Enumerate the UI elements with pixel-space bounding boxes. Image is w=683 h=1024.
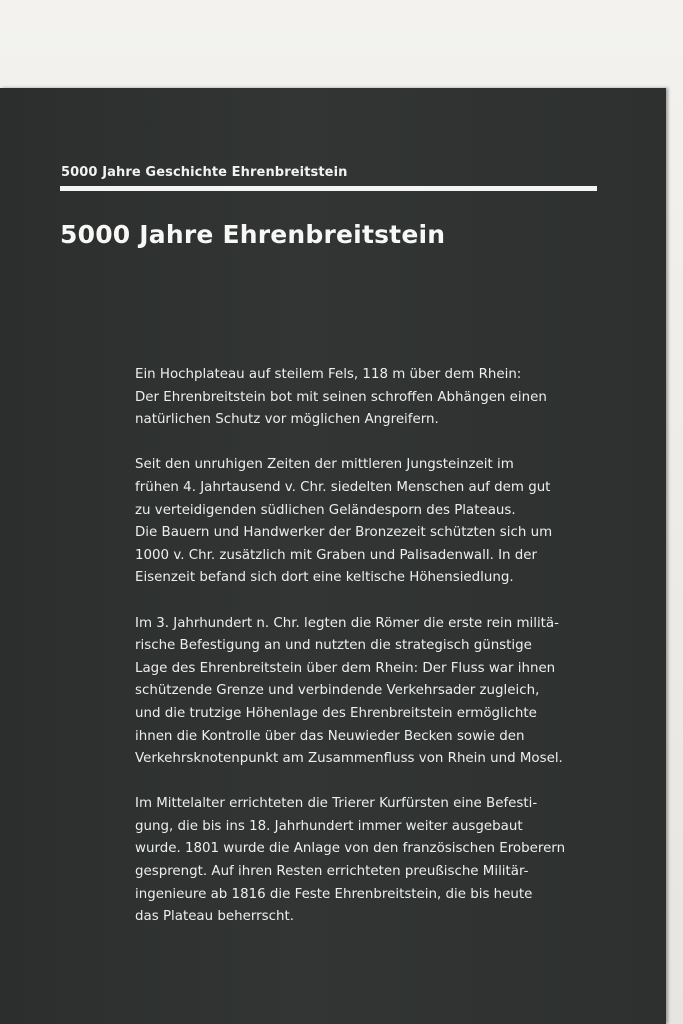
paragraph-line: Ein Hochplateau auf steilem Fels, 118 m über dem Rhein: bbox=[135, 367, 522, 382]
paragraph-line: Eisenzeit befand sich dort eine keltische Höhensiedlung. bbox=[135, 570, 514, 586]
paragraph-line: Verkehrsknotenpunkt am Zusammenfluss von Rhein und Mosel. bbox=[135, 751, 563, 767]
header-divider bbox=[60, 186, 597, 191]
paragraph-3 bbox=[135, 613, 595, 771]
paragraph-line: das Plateau beherrscht. bbox=[135, 909, 294, 925]
paragraph-line: natürlichen Schutz vor möglichen Angreifern. bbox=[135, 412, 439, 428]
paragraph-line: Die Bauern und Handwerker der Bronzezeit schützten sich um bbox=[135, 525, 553, 541]
paragraph-line: ihnen die Kontrolle über das Neuwieder Becken sowie den bbox=[135, 728, 525, 744]
paragraph-2 bbox=[135, 454, 595, 590]
paragraph-line: gung, die bis ins 18. Jahrhundert immer weiter ausgebaut bbox=[135, 818, 523, 834]
panel-body-text bbox=[135, 364, 595, 951]
paragraph-line: schützende Grenze und verbindende Verkehrsader zugleich, bbox=[135, 683, 540, 699]
paragraph-line: Im Mittelalter errichteten die Trierer Kurfürsten eine Befesti- bbox=[135, 796, 538, 812]
panel-title: 5000 Jahre Ehrenbreitstein bbox=[60, 220, 446, 249]
paragraph-line: 1000 v. Chr. zusätzlich mit Graben und Palisadenwall. In der bbox=[135, 547, 538, 563]
paragraph-line: wurde. 1801 wurde die Anlage von den französischen Eroberern bbox=[135, 841, 566, 857]
paragraph-4 bbox=[135, 793, 595, 929]
panel-header-label: 5000 Jahre Geschichte Ehrenbreitstein bbox=[61, 165, 348, 180]
paragraph-line: zu verteidigenden südlichen Geländesporn des Plateaus. bbox=[135, 502, 516, 518]
paragraph-line: Lage des Ehrenbreitstein über dem Rhein: Der Fluss war ihnen bbox=[135, 660, 556, 676]
paragraph-line: Im 3. Jahrhundert n. Chr. legten die Römer die erste rein militä- bbox=[135, 615, 559, 631]
paragraph-line: rische Befestigung an und nutzten die strategisch günstige bbox=[135, 638, 532, 654]
paragraph-line: Seit den unruhigen Zeiten der mittleren Jungsteinzeit im bbox=[135, 457, 514, 473]
paragraph-line: Der Ehrenbreitstein bot mit seinen schroffen Abhängen einen bbox=[135, 389, 547, 405]
paragraph-1 bbox=[135, 364, 595, 432]
paragraph-line: frühen 4. Jahrtausend v. Chr. siedelten Menschen auf dem gut bbox=[135, 479, 551, 495]
paragraph-line: gesprengt. Auf ihren Resten errichteten preußische Militär- bbox=[135, 864, 529, 880]
paragraph-line: und die trutzige Höhenlage des Ehrenbreitstein ermöglichte bbox=[135, 705, 537, 721]
paragraph-line: ingenieure ab 1816 die Feste Ehrenbreitstein, die bis heute bbox=[135, 886, 533, 902]
